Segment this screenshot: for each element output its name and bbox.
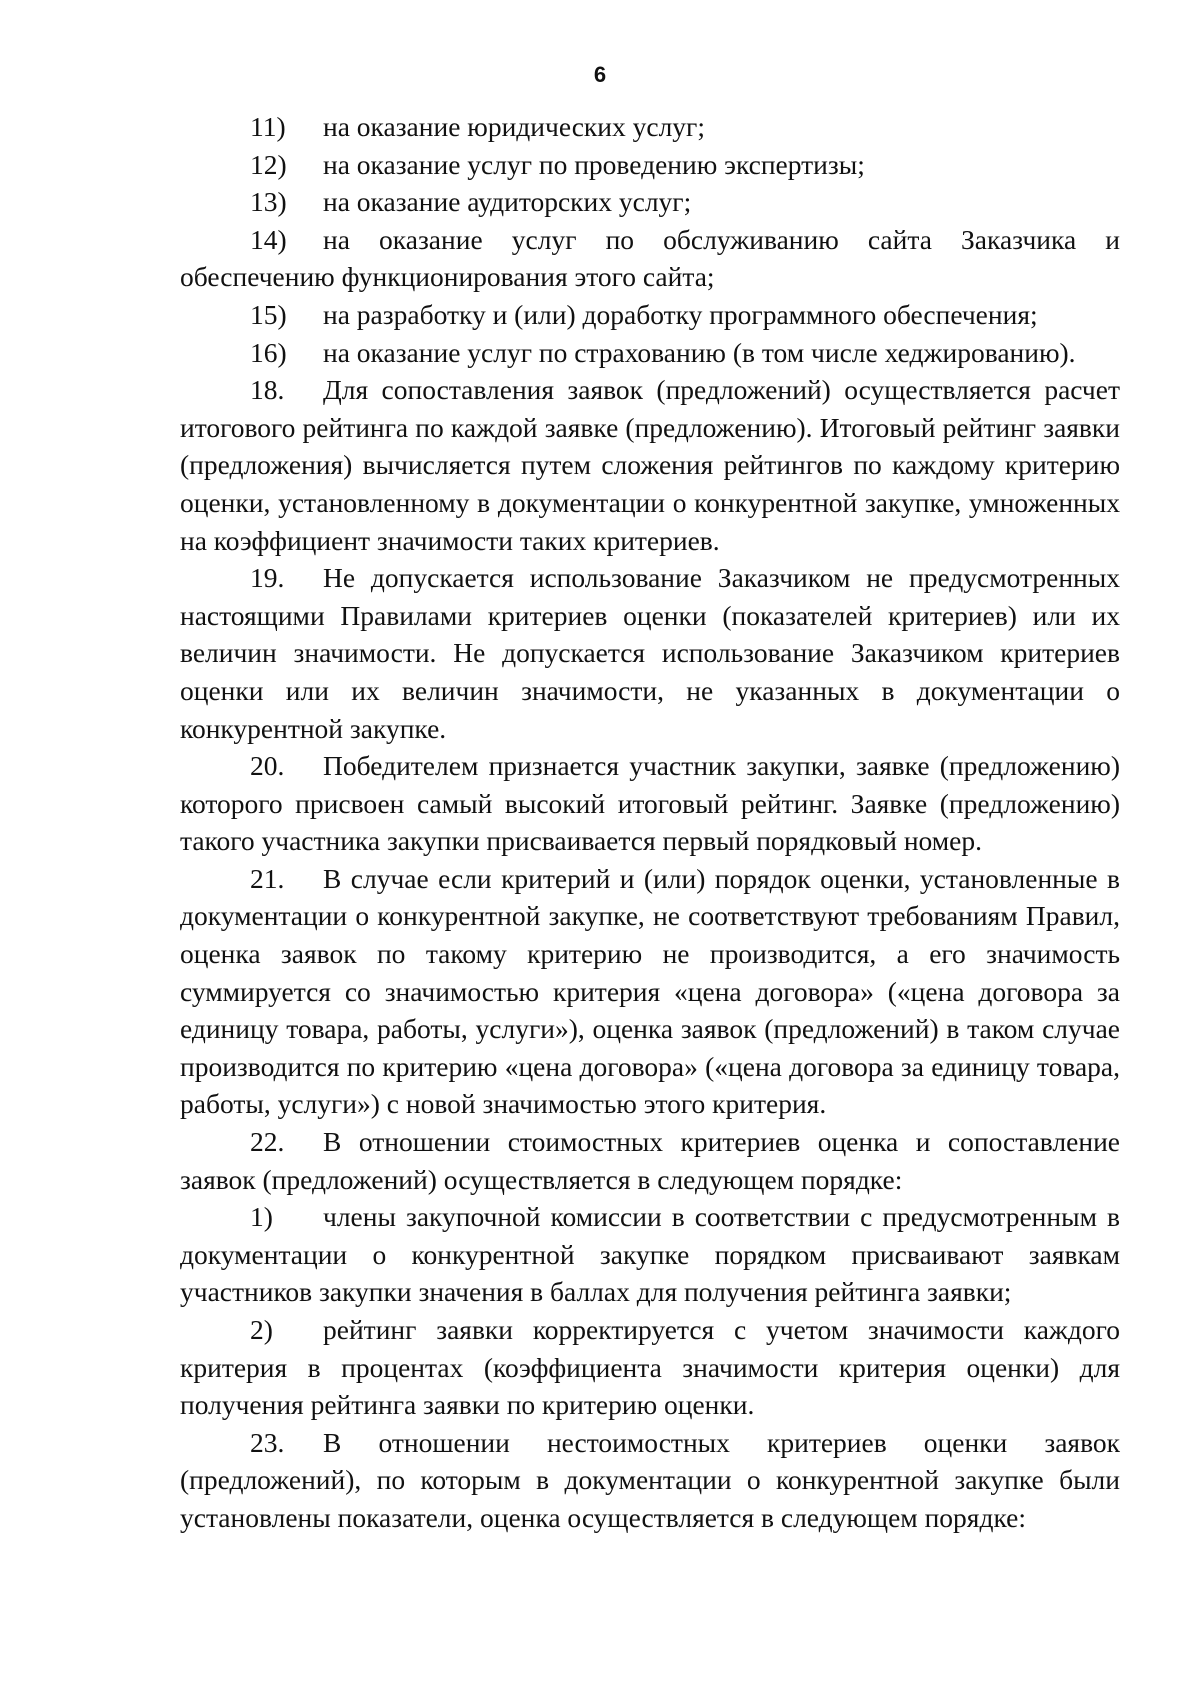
- item-number: 12): [250, 148, 287, 180]
- item-text: члены закупочной комиссии в соответствии с предусмотренным в документации о конкурентной закупке порядком присваивают заявкам участников закупки значения в баллах для получения рейтинга заявки;: [180, 1201, 1120, 1308]
- item-number: 11): [250, 111, 286, 142]
- clause-number: 18.: [250, 374, 285, 406]
- clause-paragraph: [180, 371, 1120, 559]
- clause-text: В отношении нестоимостных критериев оценки заявок (предложений), по которым в документации о конкурентной закупке были установлены показатели, оценка осуществляется в следующем порядке:: [180, 1426, 1120, 1533]
- clause-text: В отношении стоимостных критериев оценка и сопоставление заявок (предложений) осуществляется в следующем порядке:: [180, 1126, 1120, 1195]
- clause-number: 23.: [250, 1426, 285, 1458]
- list-item: [180, 334, 1120, 372]
- clause-paragraph: [180, 747, 1120, 860]
- clause-text: В случае если критерий и (или) порядок оценки, установленные в документации о конкурентной закупке, не соответствуют требованиям Правил, оценка заявок по такому критерию не производится, а его значимость суммируется со значимостью критерия «цена договора» («цена договора за единицу товара, работы, услуги»), оценка заявок (предложений) в таком случае производится по критерию «цена договора» («цена договора за единицу товара, работы, услуги») с новой значимостью этого критерия.: [180, 862, 1120, 1120]
- list-item: [180, 183, 1120, 221]
- item-number: 15): [250, 298, 287, 330]
- list-item: [180, 296, 1120, 334]
- list-item: [180, 1311, 1120, 1424]
- clause-paragraph: [180, 1123, 1120, 1198]
- clause-number: 21.: [250, 862, 285, 894]
- item-text: на разработку и (или) доработку программного обеспечения;: [323, 298, 1038, 330]
- item-text: на оказание аудиторских услуг;: [323, 186, 692, 218]
- clause-number: 19.: [250, 562, 285, 594]
- clause-number: 20.: [250, 750, 285, 782]
- item-number: 16): [250, 336, 287, 368]
- item-text: на оказание услуг по страхованию (в том числе хеджированию).: [323, 336, 1076, 368]
- clause-text: Не допускается использование Заказчиком не предусмотренных настоящими Правилами критериев оценки (показателей критериев) или их величин значимости. Не допускается использование Заказчиком критериев оценки или их величин значимости, не указанных в документации о конкурентной закупке.: [180, 562, 1120, 744]
- item-number: 1): [250, 1201, 273, 1233]
- clause-paragraph: [180, 1424, 1120, 1537]
- item-number: 2): [250, 1314, 273, 1345]
- clause-paragraph: [180, 559, 1120, 747]
- page-number: 6: [593, 62, 607, 87]
- clause-text: Для сопоставления заявок (предложений) осуществляется расчет итогового рейтинга по каждой заявке (предложению). Итоговый рейтинг заявки (предложения) вычисляется путем сложения рейтингов по каждому критерию оценки, установленному в документации о конкурентной закупке, умноженных на коэффициент значимости таких критериев.: [180, 374, 1120, 556]
- clause-text: Победителем признается участник закупки, заявке (предложению) которого присвоен самый высокий итоговый рейтинг. Заявке (предложению) такого участника закупки присваивается первый порядковый номер.: [180, 750, 1120, 857]
- list-item: [180, 108, 1120, 146]
- item-number: 14): [250, 223, 287, 255]
- clause-number: 22.: [250, 1126, 285, 1158]
- list-item: [180, 221, 1120, 296]
- item-text: на оказание услуг по проведению экспертизы;: [323, 148, 865, 180]
- clause-paragraph: [180, 860, 1120, 1123]
- item-text: рейтинг заявки корректируется с учетом значимости каждого критерия в процентах (коэффициента значимости критерия оценки) для получения рейтинга заявки по критерию оценки.: [180, 1314, 1120, 1421]
- document-body: [180, 108, 1120, 1537]
- item-number: 13): [250, 186, 287, 218]
- list-item: [180, 1198, 1120, 1311]
- item-text: на оказание юридических услуг;: [323, 111, 705, 142]
- list-item: [180, 146, 1120, 184]
- item-text: на оказание услуг по обслуживанию сайта Заказчика и обеспечению функционирования этого сайта;: [180, 223, 1120, 293]
